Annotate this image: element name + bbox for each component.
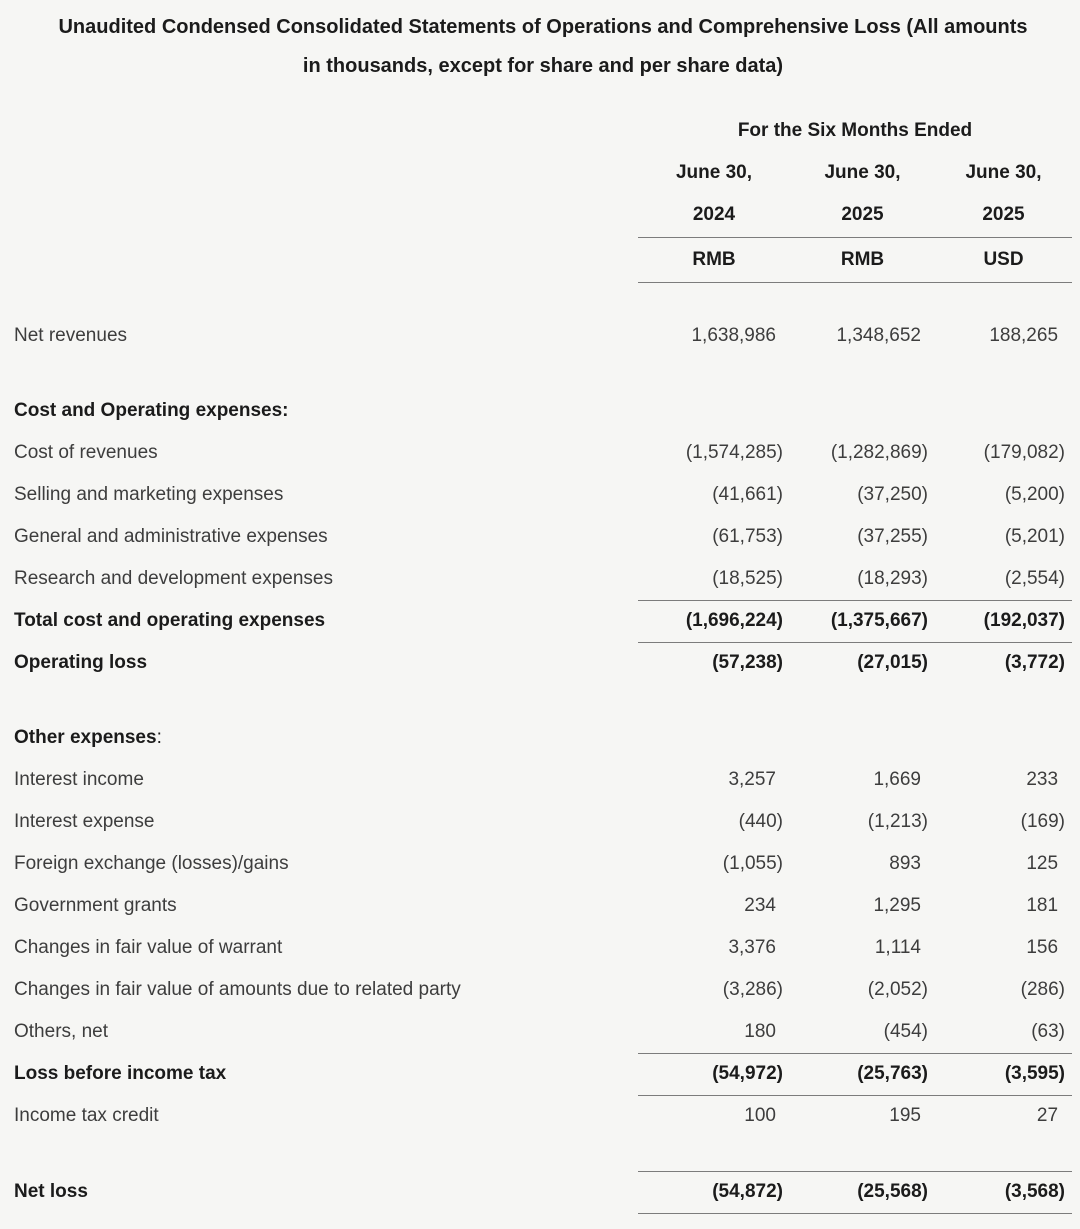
value-cell: (37,255): [857, 526, 928, 547]
value-cell: 3,376: [728, 937, 776, 958]
column-date-3: June 30,: [965, 162, 1042, 183]
row-label-text: Net loss: [14, 1181, 88, 1202]
value-cell: (1,574,285): [685, 442, 783, 463]
value-cell: (61,753): [712, 526, 783, 547]
table-row: [14, 759, 1072, 801]
row-label-text: Other expenses: [14, 727, 157, 748]
column-currency-1: RMB: [638, 237, 790, 282]
row-label-text: Interest expense: [14, 811, 155, 832]
table-row: [14, 1171, 1072, 1213]
value-cell: 1,295: [873, 895, 921, 916]
value-cell: (41,661): [712, 484, 783, 505]
value-cell: (179,082): [983, 442, 1066, 463]
currency-header-row: [14, 237, 1072, 282]
row-label: [14, 969, 638, 1011]
value-cell: (1,375,667): [790, 600, 935, 642]
value-cell: 156: [1026, 937, 1059, 958]
spacer-row: [14, 357, 1072, 390]
row-label-text: Changes in fair value of warrant: [14, 937, 283, 958]
value-cell: (25,763): [790, 1053, 935, 1095]
value-cell: (3,772): [935, 642, 1072, 684]
value-cell: 1,638,986: [691, 325, 776, 346]
spacer-cell: [14, 357, 1072, 390]
value-cell: (1,055): [722, 853, 783, 874]
spacer-cell: [14, 282, 1072, 315]
column-currency-3: USD: [935, 237, 1072, 282]
row-label: [14, 600, 638, 642]
row-label: [14, 432, 638, 474]
table-row: [14, 1011, 1072, 1053]
table-row: [14, 843, 1072, 885]
statement-title-line-2: in thousands, except for share and per share data): [302, 55, 784, 77]
value-cell: (1,213): [867, 811, 928, 832]
row-label: [14, 390, 638, 432]
value-cell: [638, 390, 790, 432]
value-cell: (2,554): [1004, 567, 1066, 589]
date-header-row: [14, 152, 1072, 194]
table-row: [14, 474, 1072, 516]
period-header-row: [14, 110, 1072, 152]
table-row: [14, 969, 1072, 1011]
value-cell: [790, 390, 935, 432]
value-cell: 125: [1026, 853, 1059, 874]
period-header: For the Six Months Ended: [737, 120, 973, 141]
row-label: [14, 474, 638, 516]
spacer-cell: [14, 684, 1072, 717]
table-row: [14, 390, 1072, 432]
row-label-text: Total cost and operating expenses: [14, 610, 326, 631]
row-label-text: Others, net: [14, 1021, 108, 1042]
value-cell: (454): [883, 1020, 928, 1042]
value-cell: 3,257: [728, 769, 776, 790]
statement-title-line-1: Unaudited Condensed Consolidated Statements of Operations and Comprehensive Loss (All amounts: [58, 16, 1028, 38]
row-label: [14, 558, 638, 600]
table-row: [14, 885, 1072, 927]
row-label: [14, 1171, 638, 1213]
value-cell: (37,250): [857, 484, 928, 505]
column-year-1: 2024: [638, 194, 790, 237]
value-cell: 180: [744, 1020, 776, 1042]
row-label-text: Income tax credit: [14, 1105, 159, 1126]
value-cell: (5,200): [1004, 484, 1066, 505]
value-cell: (3,568): [935, 1171, 1072, 1213]
row-label-suffix: :: [156, 727, 162, 748]
row-label: [14, 642, 638, 684]
row-label: [14, 759, 638, 801]
row-label-text: Foreign exchange (losses)/gains: [14, 853, 289, 874]
value-cell: (25,568): [790, 1171, 935, 1213]
value-cell: 893: [889, 853, 921, 874]
table-row: [14, 927, 1072, 969]
value-cell: 233: [1026, 769, 1059, 790]
table-row: [14, 315, 1072, 357]
row-label: [14, 927, 638, 969]
row-label: [14, 1095, 638, 1137]
table-row: [14, 432, 1072, 474]
value-cell: [638, 717, 790, 759]
empty-header-cell: [14, 237, 638, 282]
column-year-2: 2025: [790, 194, 935, 237]
row-label-text: Selling and marketing expenses: [14, 484, 284, 505]
value-cell: 195: [889, 1105, 921, 1127]
value-cell: (1,282,869): [830, 442, 928, 463]
value-cell: (54,872): [638, 1171, 790, 1213]
table-row: [14, 516, 1072, 558]
value-cell: 1,114: [874, 937, 921, 958]
row-label-text: Government grants: [14, 895, 177, 916]
column-year-3: 2025: [935, 194, 1072, 237]
row-label: [14, 315, 638, 357]
value-cell: (2,052): [867, 979, 928, 1000]
table-row: [14, 801, 1072, 843]
value-cell: (5,201): [1004, 526, 1066, 547]
empty-header-cell: [14, 110, 638, 152]
row-label-text: Changes in fair value of amounts due to related party: [14, 979, 461, 1000]
spacer-row: [14, 1137, 1072, 1171]
column-currency-2: RMB: [790, 237, 935, 282]
value-cell: 1,669: [873, 769, 921, 790]
row-label-text: Interest income: [14, 769, 144, 790]
row-label: [14, 801, 638, 843]
value-cell: (192,037): [935, 600, 1072, 642]
value-cell: 234: [744, 895, 776, 916]
empty-header-cell: [14, 152, 638, 194]
row-label-text: Cost of revenues: [14, 442, 158, 463]
value-cell: (169): [1020, 811, 1066, 832]
value-cell: (18,293): [857, 567, 928, 589]
value-cell: (1,696,224): [638, 600, 790, 642]
row-label: [14, 843, 638, 885]
row-label: [14, 885, 638, 927]
row-label: [14, 1053, 638, 1095]
statement-title: [14, 8, 1072, 86]
table-row: [14, 1095, 1072, 1137]
table-row: [14, 1053, 1072, 1095]
header-spacer-row: [14, 282, 1072, 315]
spacer-cell: [14, 1137, 1072, 1171]
table-row: [14, 642, 1072, 684]
value-cell: (54,972): [638, 1053, 790, 1095]
row-label-text: General and administrative expenses: [14, 526, 328, 547]
value-cell: [790, 717, 935, 759]
row-label-text: Loss before income tax: [14, 1063, 227, 1084]
value-cell: 100: [744, 1105, 776, 1127]
value-cell: (3,286): [722, 979, 783, 1000]
value-cell: 27: [1036, 1105, 1059, 1127]
table-row: [14, 717, 1072, 759]
value-cell: [935, 390, 1072, 432]
column-date-2: June 30,: [824, 162, 901, 183]
value-cell: (440): [738, 811, 783, 832]
column-date-1: June 30,: [675, 162, 753, 183]
row-label-text: Operating loss: [14, 652, 148, 673]
value-cell: [935, 717, 1072, 759]
spacer-row: [14, 684, 1072, 717]
row-label-text: Net revenues: [14, 325, 128, 346]
value-cell: 188,265: [989, 325, 1059, 346]
value-cell: 1,348,652: [836, 325, 921, 346]
row-label-text: Cost and Operating expenses:: [14, 400, 289, 421]
value-cell: (3,595): [935, 1053, 1072, 1095]
row-label-text: Research and development expenses: [14, 568, 333, 589]
row-label: [14, 516, 638, 558]
value-cell: (27,015): [790, 642, 935, 684]
table-row: [14, 600, 1072, 642]
statement-table: [14, 110, 1072, 1214]
value-cell: 181: [1026, 895, 1059, 916]
year-header-row: [14, 194, 1072, 237]
row-label: [14, 1011, 638, 1053]
value-cell: (63): [1031, 1020, 1066, 1042]
row-label: [14, 717, 638, 759]
value-cell: (57,238): [638, 642, 790, 684]
empty-header-cell: [14, 194, 638, 237]
table-row: [14, 558, 1072, 600]
value-cell: (18,525): [712, 567, 783, 589]
value-cell: (286): [1020, 979, 1066, 1000]
